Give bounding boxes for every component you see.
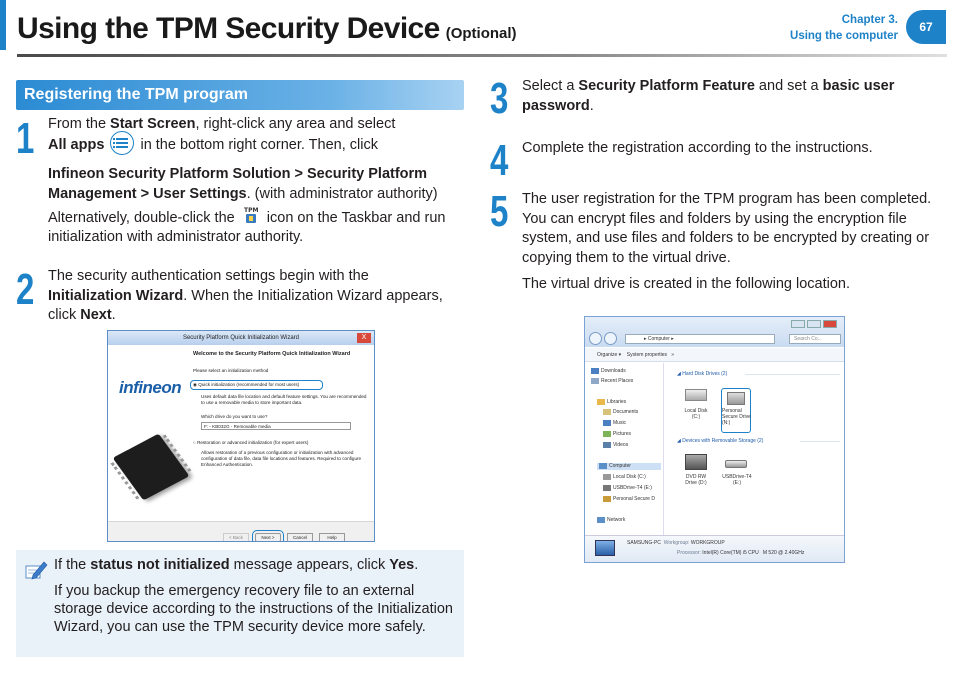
wizard-side-panel	[109, 346, 187, 524]
wizard-cancel-button: Cancel	[287, 533, 313, 542]
drive-c-label: Local Disk (C:)	[684, 408, 708, 420]
drive-d-label: DVD RW Drive (D:)	[685, 474, 707, 486]
explorer-screenshot	[584, 316, 845, 563]
group-divider	[745, 374, 840, 375]
step-3-text: Select a Security Platform Feature and set a basic user password.	[522, 78, 895, 114]
nav-item: Libraries	[607, 399, 626, 406]
wizard-help-button: Help	[319, 533, 345, 542]
status-line-2: Processor: Intel(R) Core(TM) i5 CPU M 520 @ 2.40GHz	[677, 550, 805, 556]
step-1-text: From the Start Screen, right-click any area and select All apps in the bottom right corner. Then, click Infineon Security Platform Solution > Security Platform Management > User Settings. (with administrator authority) Alternatively, double-click the TPM icon on the Taskbar and run initialization with administrator authority.	[48, 116, 446, 246]
infineon-logo: infineon	[119, 378, 182, 397]
chapter-label	[790, 12, 898, 44]
step-1-number: 1	[16, 114, 35, 163]
step-2-number: 2	[16, 265, 35, 314]
usb-drive-icon	[725, 460, 747, 468]
nav-item: Documents	[613, 409, 638, 416]
advanced-init-description: Allows restoration of a previous configuration or initialization with advanced configuration of data file, data file locations and features. Required to configure Enhanced Authentication.	[201, 449, 362, 467]
system-properties-menu: System properties	[626, 352, 668, 358]
wizard-next-button: Next >	[255, 533, 281, 542]
header-accent-bar	[0, 0, 6, 50]
nav-item: Personal Secure D	[613, 496, 655, 503]
explorer-command-bar	[585, 348, 844, 362]
header-rule	[17, 54, 947, 57]
initialization-wizard-screenshot	[107, 330, 375, 542]
nav-item: Computer	[597, 463, 661, 470]
wizard-select-method: Please select an initialization method	[193, 368, 269, 374]
all-apps-icon	[110, 131, 134, 155]
wizard-content	[193, 351, 371, 468]
more-menu: »	[671, 352, 674, 358]
wizard-titlebar: Security Platform Quick Initialization Wizard X	[108, 331, 374, 345]
wizard-close-icon: X	[357, 333, 371, 343]
nav-item: Local Disk (C:)	[613, 474, 646, 481]
chapter-title: Using the computer	[790, 30, 898, 43]
group-divider	[800, 441, 840, 442]
computer-icon	[595, 540, 615, 556]
advanced-init-radio: ○ Restoration or advanced initialization (for expert users)	[193, 439, 309, 445]
quick-init-description: Uses default data file location and default feature settings. You are recommended to use a removable media to store important data.	[201, 394, 367, 406]
explorer-close-icon	[823, 320, 837, 328]
step-5-text: The user registration for the TPM program has been completed. You can encrypt files and folders by using the encryption file system, and use files and folders to be encrypted by creating or copying them to the virtual drive. The virtual drive is created in the following location.	[522, 191, 932, 292]
step-3-number: 3	[490, 74, 509, 123]
step-2-text: The security authentication settings begin with the Initialization Wizard. When the Initialization Wizard appears, click Next.	[48, 268, 443, 324]
nav-item: Videos	[613, 442, 628, 449]
note-pencil-icon	[24, 558, 48, 582]
step-5-number: 5	[490, 187, 509, 236]
section-heading: Registering the TPM program	[16, 80, 464, 110]
explorer-status-bar	[585, 535, 844, 563]
explorer-nav-pane	[585, 363, 664, 535]
drive-select: F: - KB032G - Removable media	[201, 422, 351, 430]
nav-item: Music	[613, 420, 626, 427]
explorer-forward-icon	[604, 332, 617, 345]
svg-text:TPM: TPM	[243, 206, 259, 214]
nav-item: Recent Places	[601, 378, 633, 385]
drive-p-label: Personal Secure Drive (N:)	[722, 408, 751, 426]
explorer-minimize-icon	[791, 320, 805, 328]
group-removable: ◢ Devices with Removable Storage (2)	[677, 438, 764, 444]
nav-item: USBDrive-T4 (E:)	[613, 485, 652, 492]
note-box	[16, 550, 464, 657]
wizard-heading: Welcome to the Security Platform Quick Initialization Wizard	[193, 351, 351, 357]
note-text: If the status not initialized message appears, click Yes. If you backup the emergency recovery file to an external storage device according to the instructions of the Initialization Wizard, you can use the TPM security device more safely.	[54, 557, 453, 635]
explorer-search: Search Co...	[789, 334, 841, 344]
organize-menu: Organize ▾	[597, 352, 622, 358]
step-4-number: 4	[490, 136, 509, 185]
wizard-buttons	[223, 526, 351, 542]
drive-question: Which drive do you want to use?	[201, 414, 268, 420]
drive-e-label: USBDrive-T4 (E:)	[722, 474, 752, 486]
group-hard-disk: ◢ Hard Disk Drives (2)	[677, 371, 728, 377]
dvd-drive-icon	[685, 454, 707, 470]
nav-item: Pictures	[613, 431, 631, 438]
explorer-address-bar: ▸ Computer ▸	[625, 334, 775, 344]
chapter-number: Chapter 3.	[841, 14, 898, 26]
explorer-maximize-icon	[807, 320, 821, 328]
step-4-text: Complete the registration according to the instructions.	[522, 140, 873, 156]
nav-item: Network	[607, 517, 625, 524]
title-suffix: (Optional)	[445, 25, 517, 42]
tpm-chip-image	[113, 434, 190, 501]
personal-secure-drive-icon	[727, 392, 745, 405]
nav-item: Downloads	[601, 368, 626, 375]
local-disk-icon	[685, 389, 707, 401]
explorer-back-icon	[589, 332, 602, 345]
page-number-badge: 67	[906, 10, 946, 44]
status-line-1: SAMSUNG-PC Workgroup: WORKGROUP	[627, 540, 725, 546]
quick-init-radio: ◉ Quick initialization (recommended for most users)	[190, 380, 323, 390]
page-title: Using the TPM Security Device (Optional)	[17, 12, 517, 45]
tpm-taskbar-icon	[241, 205, 261, 225]
wizard-back-button: < Back	[223, 533, 249, 542]
